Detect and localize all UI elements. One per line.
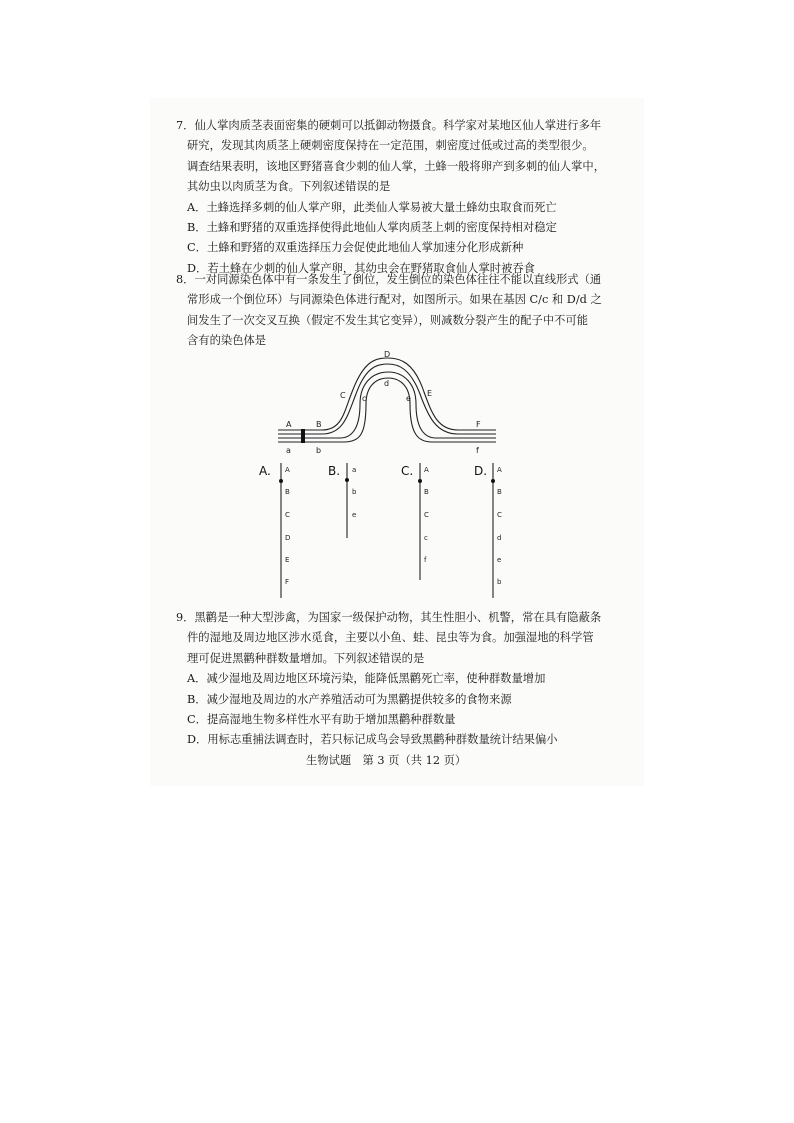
gene-label-top-c: C [340,391,346,400]
q7-option-b: B．土蜂和野猪的双重选择使得此地仙人掌肉质茎上刺的密度保持相对稳定 [187,221,557,235]
option-d-gene-2: B [497,488,502,496]
gene-label-top-b: B [316,420,322,429]
option-c-letter: C. [401,464,414,478]
option-d-gene-5: e [497,556,502,564]
q7-option-d: D．若土蜂在少刺的仙人掌产卵，其幼虫会在野猪取食仙人掌时被吞食 [187,261,535,275]
q8-stem-line-1: 8．一对同源染色体中有一条发生了倒位，发生倒位的染色体往往不能以直线形式（通 [176,273,602,286]
gene-label-bottom-d: d [384,379,390,388]
option-a-gene-3: C [285,511,290,519]
gene-label-top-f: F [476,420,481,429]
q9-stem-line-1: 9．黑鹳是一种大型涉禽，为国家一级保护动物，其生性胆小、机警，常在具有隐蔽条 [176,611,602,624]
q7-option-c: C．土蜂和野猪的双重选择压力会促使此地仙人掌加速分化形成新种 [187,241,524,255]
gene-label-top-a: A [286,420,292,429]
option-c-gene-1: A [424,466,429,474]
gene-label-bottom-e: e [406,394,411,403]
page-footer: 生物试题 第 3 页（共 12 页） [306,754,467,767]
option-b-letter: B. [328,464,341,478]
gene-label-bottom-f: f [476,446,479,455]
q9-stem-line-3: 理可促进黑鹳种群数量增加。下列叙述错误的是 [187,651,425,665]
option-c-gene-2: B [424,488,429,496]
q8-stem-line-4: 含有的染色体是 [187,334,267,348]
option-d-gene-1: A [497,466,502,474]
option-d-gene-6: b [497,578,502,586]
gene-label-bottom-a: a [286,446,291,455]
q9-option-c: C．提高湿地生物多样性水平有助于增加黑鹳种群数量 [187,713,456,727]
option-c-gene-3: C [424,511,429,519]
q7-stem-line-2: 研究，发现其肉质茎上硬刺密度保持在一定范围，刺密度过低或过高的类型很少。 [187,139,594,153]
q9-option-a: A．减少湿地及周边地区环境污染，能降低黑鹳死亡率，使种群数量增加 [187,672,546,686]
q8-stem-line-2: 常形成一个倒位环）与同源染色体进行配对，如图所示。如果在基因 C/c 和 D/d 之 [187,293,602,307]
gene-label-bottom-b: b [316,446,322,455]
option-b-gene-3: e [352,511,357,519]
question-7 [176,116,616,279]
option-b-gene-2: b [352,488,357,496]
q9-option-d: D．用标志重捕法调查时，若只标记成鸟会导致黑鹳种群数量统计结果偏小 [187,733,558,747]
q8-stem-line-3: 间发生了一次交叉互换（假定不发生其它变异），则减数分裂产生的配子中不可能 [187,313,589,327]
option-a-gene-6: F [285,578,290,586]
option-a-gene-4: D [285,534,291,542]
option-c-gene-5: f [424,556,427,564]
q7-option-a: A．土蜂选择多刺的仙人掌产卵，此类仙人掌易被大量土蜂幼虫取食而死亡 [187,200,557,214]
option-d-letter: D. [474,464,488,478]
option-a-gene-2: B [285,488,290,496]
q9-option-b: B．减少湿地及周边的水产养殖活动可为黑鹳提供较多的食物来源 [187,692,512,706]
q7-stem-line-4: 其幼虫以肉质茎为食。下列叙述错误的是 [187,180,391,194]
q9-stem-line-2: 件的湿地及周边地区涉水觅食，主要以小鱼、蛙、昆虫等为食。加强湿地的科学管 [187,631,594,645]
question-8 [176,270,616,352]
q7-stem-line-1: 7．仙人掌肉质茎表面密集的硬刺可以抵御动物摄食。科学家对某地区仙人掌进行多年 [176,119,602,132]
option-a-letter: A. [259,464,271,478]
gene-label-top-e: E [427,389,433,398]
option-c-gene-4: c [424,534,428,542]
gene-label-bottom-c: c [362,394,367,403]
option-a-gene-5: E [285,556,290,564]
option-b-gene-1: a [352,466,357,474]
gene-label-top-d: D [384,350,391,359]
question-9 [176,608,616,751]
q7-stem-line-3: 调查结果表明，该地区野猪喜食少刺的仙人掌，土蜂一般将卵产到多刺的仙人掌中， [187,159,605,173]
option-d-gene-4: d [497,534,502,542]
option-a-gene-1: A [285,466,290,474]
option-d-gene-3: C [497,511,502,519]
